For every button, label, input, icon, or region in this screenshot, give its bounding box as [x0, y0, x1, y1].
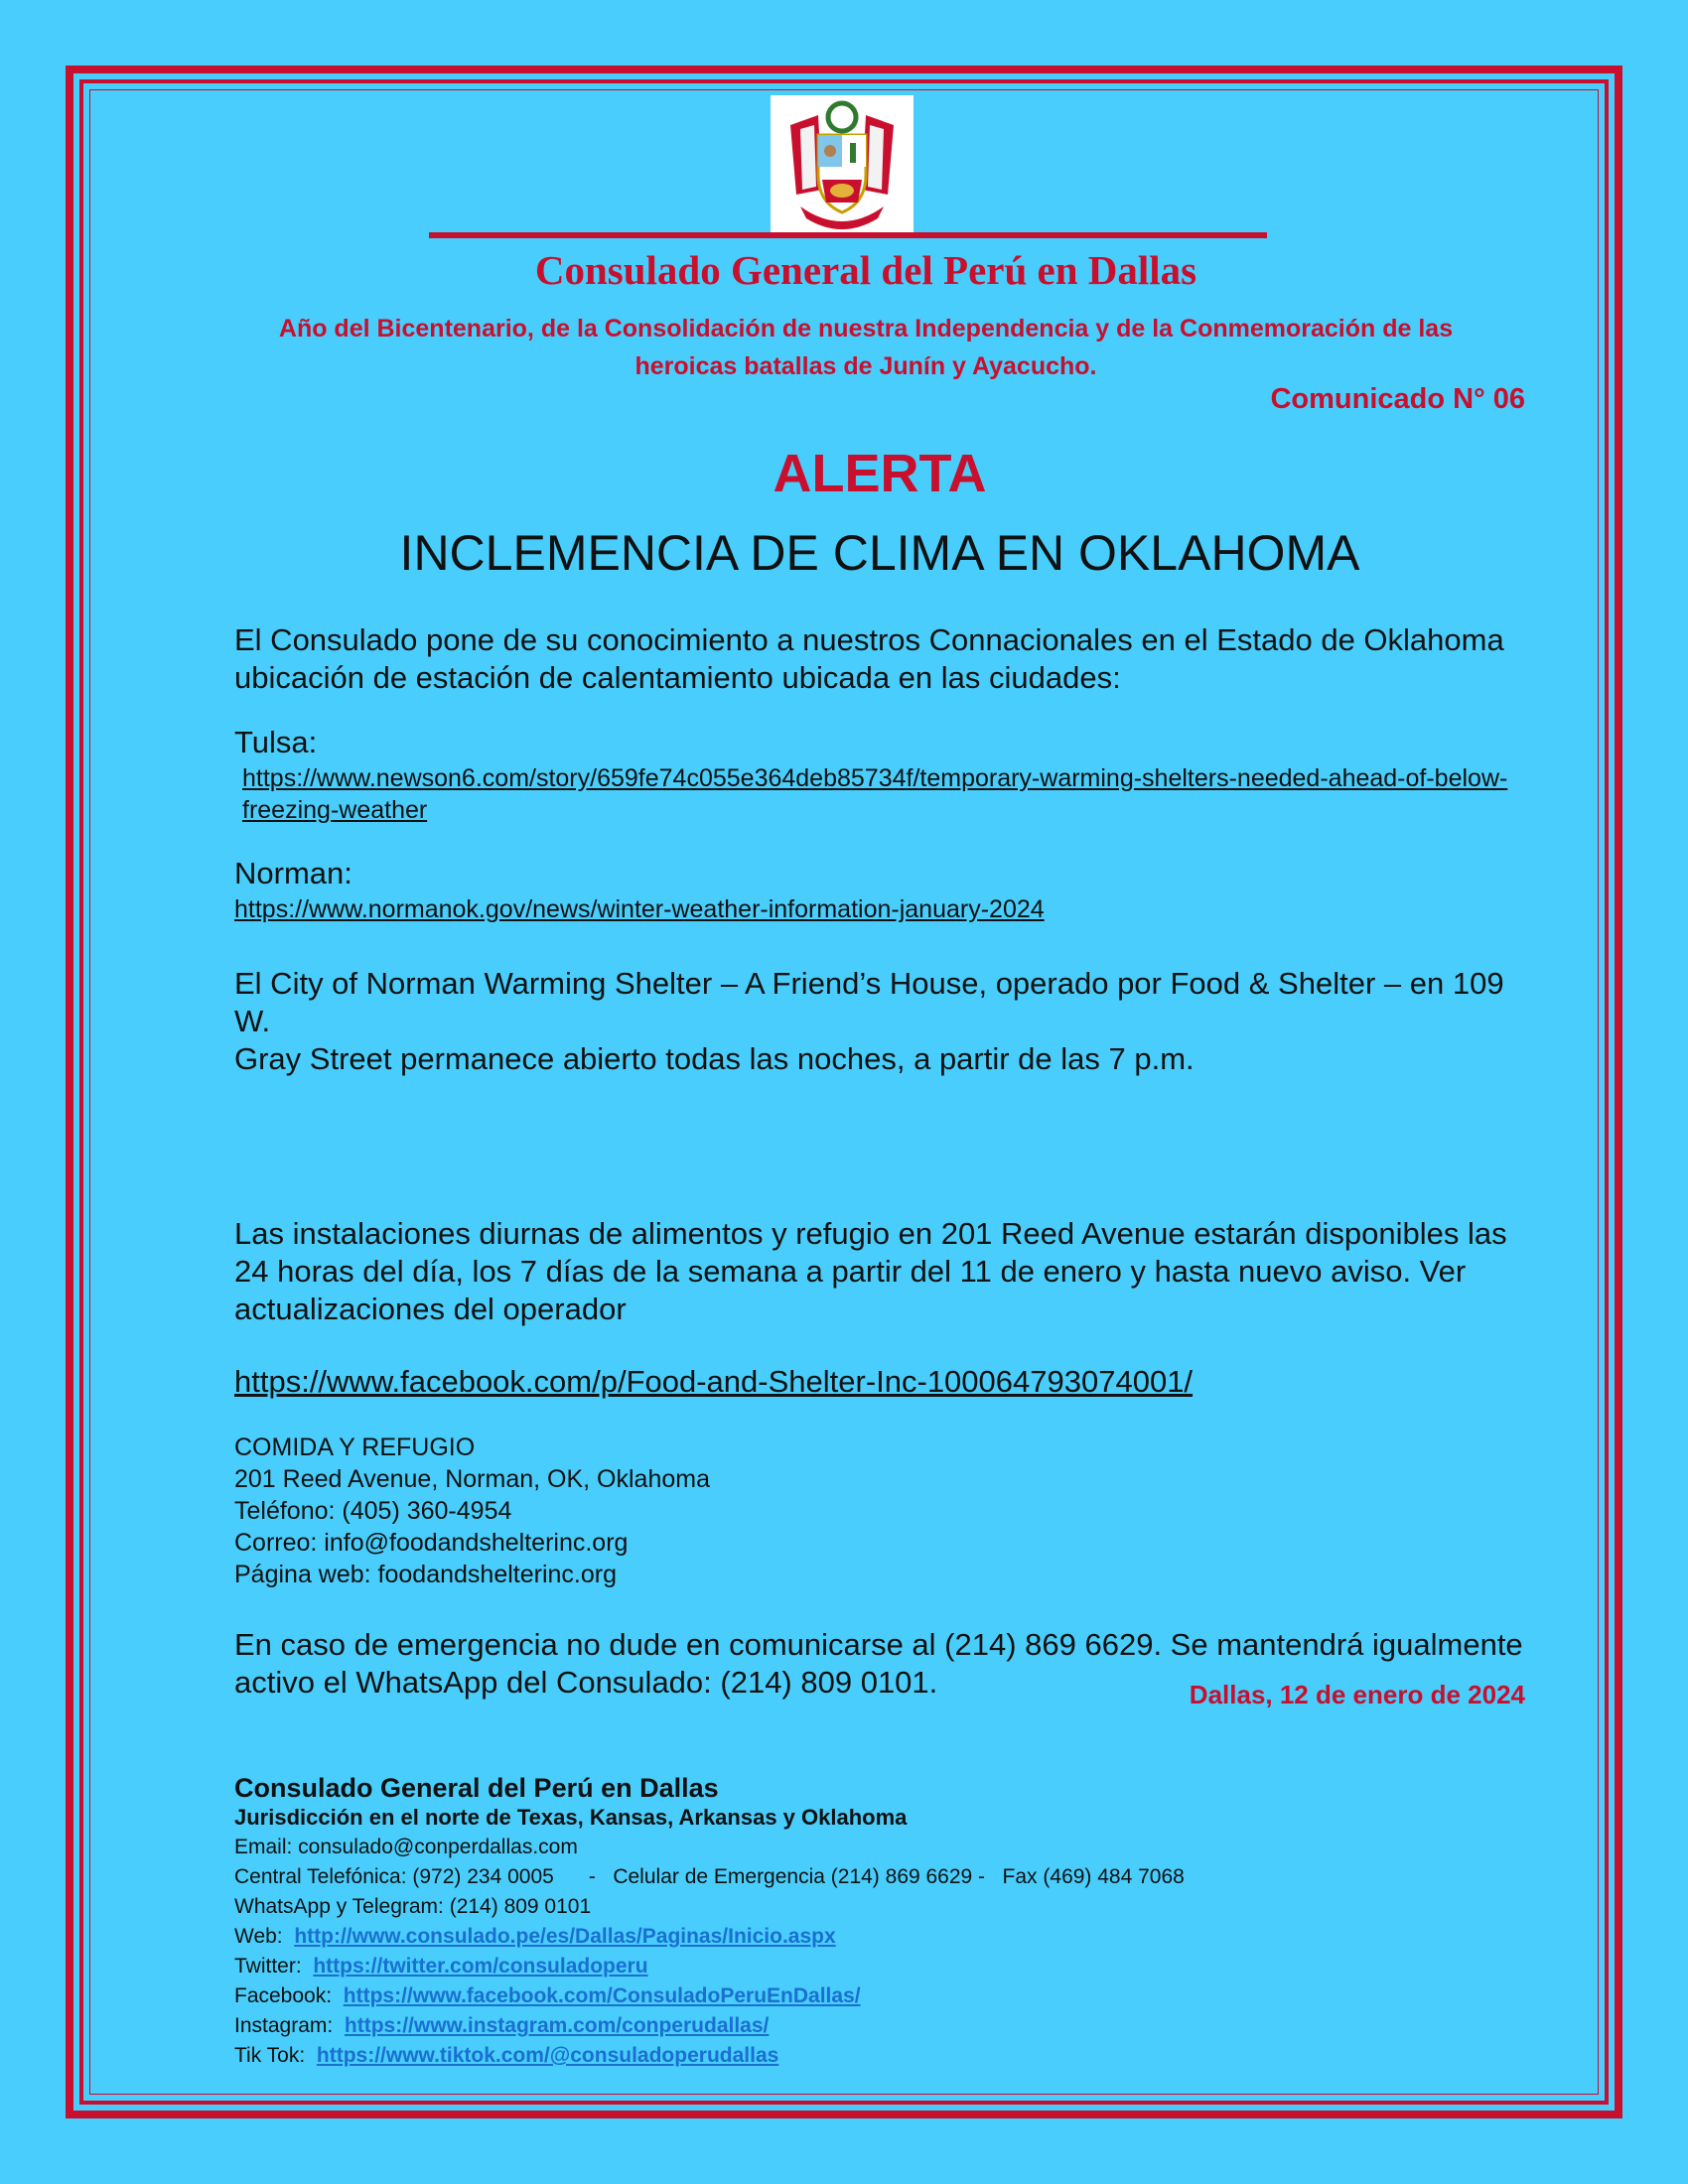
shelter-paragraph-line-2: Gray Street permanece abierto todas las noches, a partir de las 7 p.m. — [234, 1041, 1195, 1076]
comunicado-number: Comunicado N° 06 — [1270, 383, 1525, 415]
footer-twitter-link[interactable]: https://twitter.com/consuladoperu — [313, 1955, 648, 1978]
peru-coat-of-arms — [771, 95, 914, 236]
contact-email: Correo: info@foodandshelterinc.org — [234, 1529, 629, 1557]
contact-phone: Teléfono: (405) 360-4954 — [234, 1497, 512, 1525]
tulsa-link[interactable]: https://www.newson6.com/story/659fe74c055e364deb85734f/temporary-warming-shelters-needed-ahead-of-below-freezing-weather — [242, 764, 1508, 824]
footer-tiktok-label: Tik Tok: — [234, 2044, 312, 2067]
header-rule — [429, 232, 1267, 238]
norman-label: Norman: — [234, 856, 352, 890]
footer-web-link[interactable]: http://www.consulado.pe/es/Dallas/Paginas/Inicio.aspx — [294, 1925, 836, 1948]
footer-tiktok-link[interactable]: https://www.tiktok.com/@consuladoperudallas — [316, 2044, 779, 2067]
contact-web: Página web: foodandshelterinc.org — [234, 1561, 617, 1588]
food-shelter-facebook-link[interactable]: https://www.facebook.com/p/Food-and-Shelter-Inc-100064793074001/ — [234, 1364, 1194, 1399]
footer-facebook — [234, 1981, 1525, 2011]
shelter-paragraph — [234, 965, 1525, 1078]
footer-whatsapp: WhatsApp y Telegram: (214) 809 0101 — [234, 1895, 592, 1918]
shelter-paragraph-line-1: El City of Norman Warming Shelter – A Friend’s House, operado por Food & Shelter – en 109 W. — [234, 966, 1504, 1038]
tulsa-label: Tulsa: — [234, 725, 318, 759]
footer-facebook-link[interactable]: https://www.facebook.com/ConsuladoPeruEnDallas/ — [343, 1984, 861, 2007]
footer-instagram-label: Instagram: — [234, 2014, 340, 2037]
intro-paragraph: El Consulado pone de su conocimiento a nuestros Connacionales en el Estado de Oklahoma ubicación de estación de calentamiento ubicada en las ciudades: — [234, 622, 1504, 695]
footer-twitter — [234, 1952, 1525, 1981]
footer-tiktok — [234, 2041, 1525, 2071]
footer-email: Email: consulado@conperdallas.com — [234, 1836, 578, 1858]
year-motto-line-2: heroicas batallas de Junín y Ayacucho. — [634, 352, 1097, 380]
footer — [234, 1773, 1525, 2071]
alert-subtitle: INCLEMENCIA DE CLIMA EN OKLAHOMA — [399, 525, 1360, 581]
footer-phones: Central Telefónica: (972) 234 0005 - Celular de Emergencia (214) 869 6629 - Fax (469) 484 7068 — [234, 1865, 1185, 1888]
consulate-title: Consulado General del Perú en Dallas — [534, 247, 1197, 293]
contact-name: COMIDA Y REFUGIO — [234, 1433, 476, 1461]
footer-facebook-label: Facebook: — [234, 1984, 338, 2007]
footer-twitter-label: Twitter: — [234, 1955, 308, 1978]
footer-instagram — [234, 2011, 1525, 2041]
daytime-paragraph: Las instalaciones diurnas de alimentos y refugio en 201 Reed Avenue estarán disponibles las 24 horas del día, los 7 días de la semana a partir del 11 de enero y hasta nuevo aviso. Ver actualizaciones del operador — [234, 1216, 1507, 1326]
contact-address: 201 Reed Avenue, Norman, OK, Oklahoma — [234, 1465, 710, 1493]
year-motto — [224, 310, 1507, 385]
footer-title: Consulado General del Perú en Dallas — [234, 1773, 719, 1803]
document-date: Dallas, 12 de enero de 2024 — [1189, 1680, 1525, 1709]
contact-block — [234, 1432, 1525, 1590]
alert-title: ALERTA — [773, 444, 987, 503]
emergency-paragraph: En caso de emergencia no dude en comunicarse al (214) 869 6629. Se mantendrá igualmente activo el WhatsApp del Consulado: (214) 809 0101. — [234, 1627, 1523, 1700]
norman-link[interactable]: https://www.normanok.gov/news/winter-weather-information-january-2024 — [234, 895, 1045, 923]
footer-instagram-link[interactable]: https://www.instagram.com/conperudallas/ — [344, 2014, 770, 2037]
footer-jurisdiction: Jurisdicción en el norte de Texas, Kansas, Arkansas y Oklahoma — [234, 1805, 908, 1830]
year-motto-line-1: Año del Bicentenario, de la Consolidación de nuestra Independencia y de la Conmemoración de las — [278, 315, 1454, 342]
footer-web-label: Web: — [234, 1925, 289, 1948]
footer-web — [234, 1922, 1525, 1952]
